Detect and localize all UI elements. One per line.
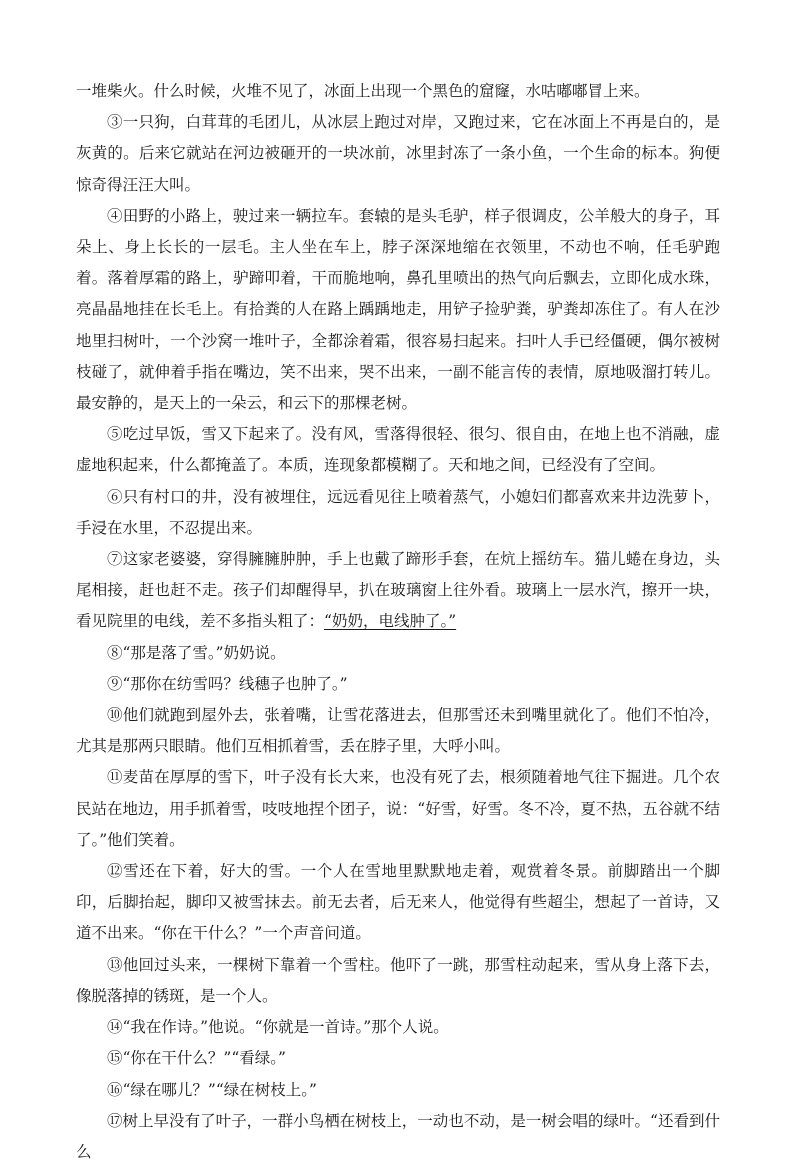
paragraph-1: 一堆柴火。什么时候，火堆不见了，冰面上出现一个黑色的窟窿，水咕嘟嘟冒上来。 <box>76 82 650 100</box>
paragraph-17: ⑰树上早没有了叶子，一群小鸟栖在树枝上，一动也不动，是一树会唱的绿叶。“还看到什么 <box>76 1111 720 1161</box>
paragraph-4: ④田野的小路上，驶过来一辆拉车。套辕的是头毛驴，样子很调皮，公羊般大的身子，耳朵上、身上长长的一层毛。主人坐在车上，脖子深深地缩在衣领里，不动也不响，任毛驴跑着。落着厚霜的路上，驴蹄叩着，干而脆地响，鼻孔里喷出的热气向后飘去，立即化成水珠，亮晶晶地挂在长毛上。有拾粪的人在路上踽踽地走，用铲子捡驴粪，驴粪却冻住了。有人在沙地里扫树叶，一个沙窝一堆叶子，全都涂着霜，很容易扫起来。扫叶人手已经僵硬，偶尔被树枝碰了，就伸着手指在嘴边，笑不出来，哭不出来，一副不能言传的表情，原地吸溜打转儿。最安静的，是天上的一朵云，和云下的那棵老树。 <box>76 206 720 413</box>
paragraph-16: ⑯“绿在哪儿？”“绿在树枝上。” <box>107 1080 317 1099</box>
paragraph-7 <box>76 544 720 638</box>
paragraph-8: ⑧“那是落了雪。”奶奶说。 <box>107 643 286 662</box>
paragraph-11: ⑪麦苗在厚厚的雪下，叶子没有长大来，也没有死了去，根须随着地气往下掘进。几个农民站在地边，用手抓着雪，吱吱地捏个团子，说：“好雪，好雪。冬不冷，夏不热，五谷就不结了。”他们笑着。 <box>76 768 720 849</box>
underlined-quote: “奶奶，电线肿了。” <box>324 612 457 631</box>
paragraph-7-text: ⑦这家老婆婆，穿得臃臃肿肿，手上也戴了蹄形手套，在炕上摇纺车。猫儿蜷在身边，头尾相接，赶也赶不走。孩子们却醒得早，扒在玻璃窗上往外看。玻璃上一层水汽，擦开一块，看见院里的电线，差不多指头粗了： <box>76 550 720 631</box>
paragraph-13: ⑬他回过头来，一棵树下靠着一个雪柱。他吓了一跳，那雪柱动起来，雪从身上落下去，像脱落掉的锈斑，是一个人。 <box>76 955 720 1005</box>
paragraph-10: ⑩他们就跑到屋外去，张着嘴，让雪花落进去，但那雪还未到嘴里就化了。他们不怕冷，尤其是那两只眼睛。他们互相抓着雪，丢在脖子里，大呼小叫。 <box>76 706 720 756</box>
paragraph-12: ⑫雪还在下着，好大的雪。一个人在雪地里默默地走着，观赏着冬景。前脚踏出一个脚印，后脚抬起，脚印又被雪抹去。前无去者，后无来人，他觉得有些超尘，想起了一首诗，又道不出来。“你在干什么？”一个声音问道。 <box>76 862 720 943</box>
paragraph-3: ③一只狗，白茸茸的毛团儿，从冰层上跑过对岸，又跑过来，它在冰面上不再是白的，是灰黄的。后来它就站在河边被砸开的一块冰前，冰里封冻了一条小鱼，一个生命的标本。狗便惊奇得汪汪大叫。 <box>76 113 720 194</box>
paragraph-6: ⑥只有村口的井，没有被埋住，远远看见往上喷着蒸气，小媳妇们都喜欢来井边洗萝卜，手浸在水里，不忍提出来。 <box>76 487 720 537</box>
document-page <box>76 76 720 1168</box>
paragraph-15: ⑮“你在干什么？”“看绿。” <box>107 1049 286 1068</box>
paragraph-9: ⑨“那你在纺雪吗？线穗子也肿了。” <box>107 674 348 693</box>
paragraph-14: ⑭“我在作诗。”他说。“你就是一首诗。”那个人说。 <box>107 1018 449 1037</box>
paragraph-5: ⑤吃过早饭，雪又下起来了。没有风，雪落得很轻、很匀、很自由，在地上也不消融，虚虚地积起来，什么都掩盖了。本质，连现象都模糊了。天和地之间，已经没有了空间。 <box>76 425 720 475</box>
